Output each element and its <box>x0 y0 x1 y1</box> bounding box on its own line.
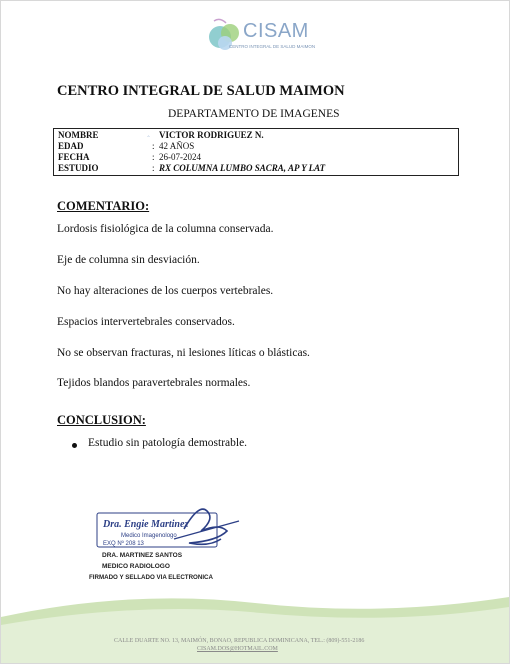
info-colon: : <box>152 163 155 173</box>
footer-email[interactable]: CISAM.DOS@HOTMAIL.COM <box>197 646 278 652</box>
logo-tagline: CENTRO INTEGRAL DE SALUD MAIMON <box>229 44 316 49</box>
logo-name: CISAM <box>243 20 309 42</box>
conclusion-heading: CONCLUSION: <box>57 413 146 427</box>
info-label: FECHA <box>58 152 90 162</box>
info-colon: : <box>152 152 155 162</box>
info-value: RX COLUMNA LUMBO SACRA, AP Y LAT <box>159 163 326 173</box>
page-title: CENTRO INTEGRAL DE SALUD MAIMON <box>57 83 345 99</box>
comment-heading: COMENTARIO: <box>57 199 150 213</box>
comment-line: Lordosis fisiológica de la columna conservada. <box>57 223 274 235</box>
bullet-icon <box>72 443 77 448</box>
info-label: NOMBRE <box>58 130 99 140</box>
signer-title: MEDICO RADIOLOGO <box>102 563 170 570</box>
svg-text:EXQ Nº 208 13: EXQ Nº 208 13 <box>103 541 144 547</box>
comment-line: Eje de columna sin desviación. <box>57 254 200 266</box>
info-marker: .:. <box>147 133 151 138</box>
patient-info-box <box>53 128 459 176</box>
info-label: ESTUDIO <box>58 163 99 173</box>
info-value: 26-07-2024 <box>159 152 201 162</box>
signature-note: FIRMADO Y SELLADO VIA ELECTRONICA <box>89 574 213 581</box>
info-value: VICTOR RODRIGUEZ N. <box>159 130 264 140</box>
comment-line: No se observan fracturas, ni lesiones líticas o blásticas. <box>57 347 310 359</box>
svg-text:Medico Imagenologo: Medico Imagenologo <box>121 533 177 539</box>
footer-address: CALLE DUARTE NO. 13, MAIMÓN, BONAO, REPUBLICA DOMINICANA, TEL.: (809)-551-2186 <box>114 638 365 644</box>
conclusion-item: Estudio sin patología demostrable. <box>88 437 248 449</box>
footer-wave <box>1 589 509 664</box>
info-value: 42 AÑOS <box>159 141 195 151</box>
department-name: DEPARTAMENTO DE IMAGENES <box>168 108 340 120</box>
comment-line: Tejidos blandos paravertebrales normales. <box>57 377 251 389</box>
comment-line: No hay alteraciones de los cuerpos vertebrales. <box>57 285 274 297</box>
info-label: EDAD <box>58 141 84 151</box>
info-colon: : <box>152 141 155 151</box>
signature-stamp-icon <box>89 501 249 557</box>
comment-line: Espacios intervertebrales conservados. <box>57 316 235 328</box>
svg-text:Dra. Engie Martinez: Dra. Engie Martinez <box>103 519 189 530</box>
signer-name: DRA. MARTINEZ SANTOS <box>102 552 183 559</box>
